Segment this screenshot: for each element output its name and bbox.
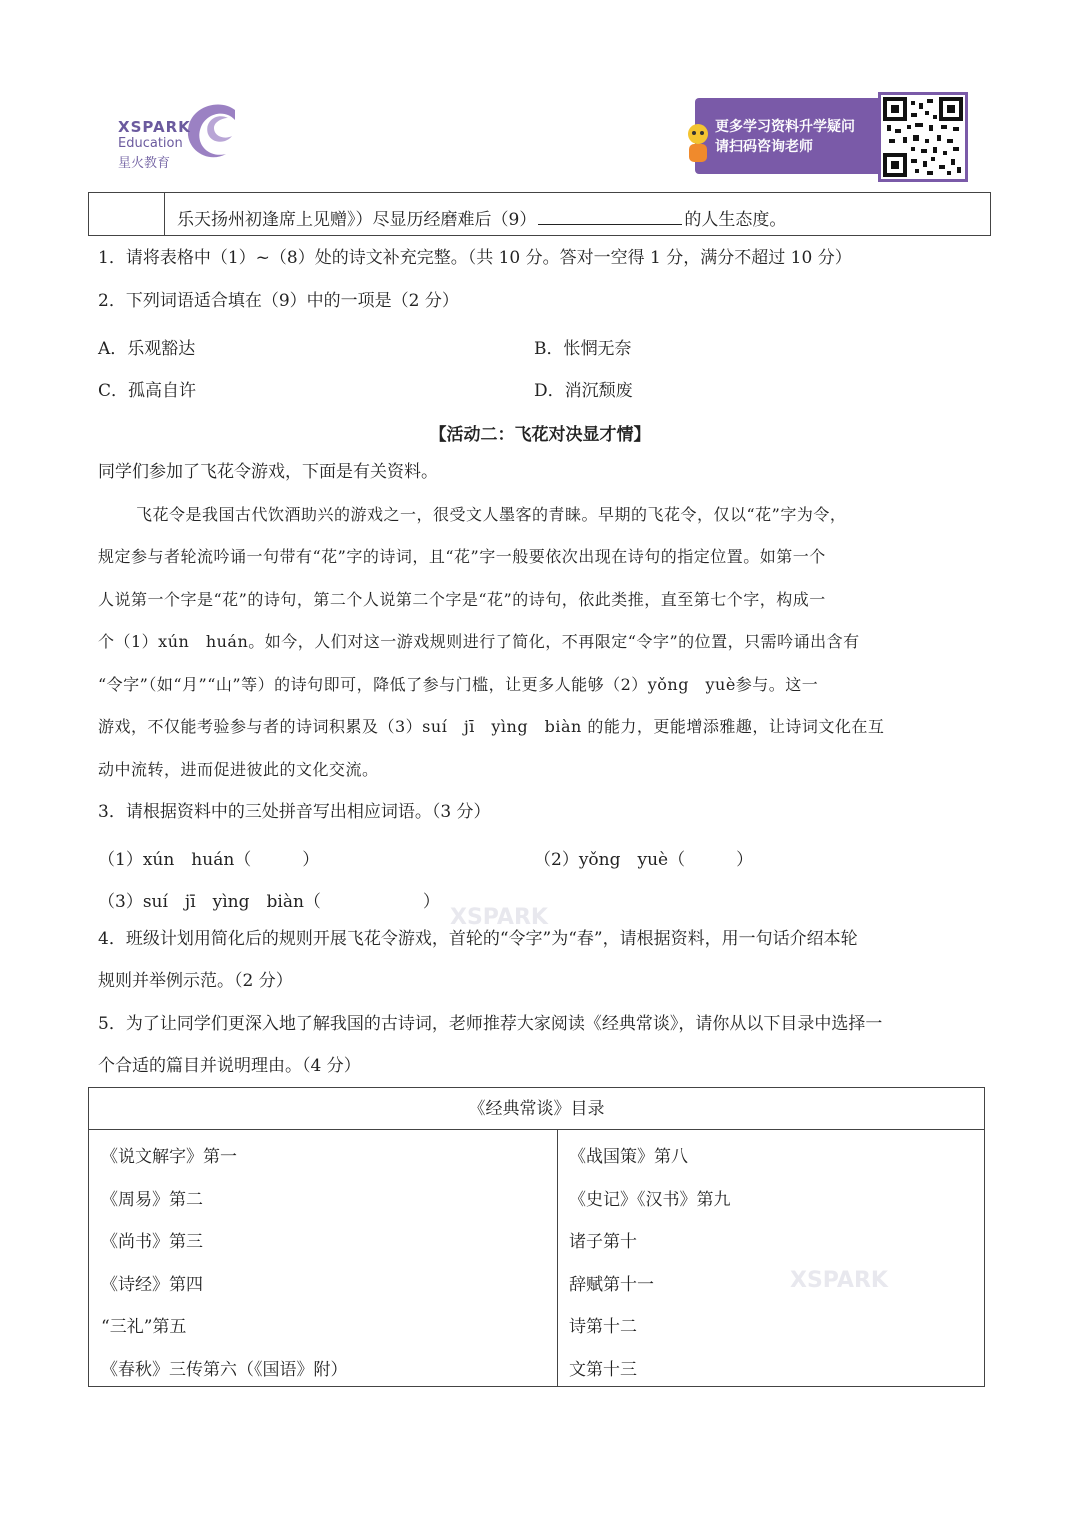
passage-line: 飞花令是我国古代饮酒助兴的游戏之一，很受文人墨客的青睐。早期的飞花令，仅以“花”字为令， [136,505,847,524]
pinyin-item-1[interactable]: （1）xún huán（ ） [98,850,320,870]
question-1: 1．请将表格中（1）~（8）处的诗文补充完整。（共 10 分。答对一空得 1 分，满分不超过 10 分） [98,248,852,268]
mascot-icon [681,120,715,166]
logo-line1: XSPARK [118,118,191,136]
table-divider [557,1130,558,1386]
option-a[interactable]: A．乐观豁达 [98,339,196,359]
passage-line: 规定参与者轮流吟诵一句带有“花”字的诗词，且“花”字一般要依次出现在诗句的指定位置。如第一个 [98,547,826,566]
passage-line: 动中流转，进而促进彼此的文化交流。 [98,760,379,779]
catalog-item-right: 《史记》《汉书》第九 [569,1190,731,1210]
poem-table-row [88,192,991,236]
logo-line2: Education [118,136,183,151]
catalog-item-left: “三礼”第五 [101,1317,187,1337]
table-divider [164,193,165,235]
question-5-cont: 个合适的篇目并说明理由。（4 分） [98,1056,361,1076]
banner-line1: 更多学习资料升学疑问 [715,119,855,135]
catalog-item-left: 《尚书》第三 [101,1232,203,1252]
option-d[interactable]: D．消沉颓废 [534,381,633,401]
catalog-item-right: 辞赋第十一 [569,1275,654,1295]
cell-text-after: 的人生态度。 [684,210,787,230]
brand-logo [118,98,248,172]
section-title: 【活动二：飞花对决显才情】 [429,425,651,445]
catalog-item-right: 诗第十二 [569,1317,637,1337]
question-5: 5．为了让同学们更深入地了解我国的古诗词，老师推荐大家阅读《经典常谈》，请你从以下目录中选择一 [98,1014,883,1034]
cell-text-before: 乐天扬州初逢席上见赠》）尽显历经磨难后（9） [177,210,537,230]
option-b[interactable]: B．怅惘无奈 [534,339,632,359]
promo-banner[interactable] [695,98,885,174]
catalog-item-right: 文第十三 [569,1360,637,1380]
question-3: 3．请根据资料中的三处拼音写出相应词语。（3 分） [98,802,491,822]
watermark-text: XSPARK [790,1268,888,1293]
catalog-title: 《经典常谈》目录 [89,1088,984,1130]
option-c[interactable]: C．孤高自许 [98,381,197,401]
catalog-item-right: 《战国策》第八 [569,1147,688,1167]
question-4: 4．班级计划用简化后的规则开展飞花令游戏，首轮的“令字”为“春”，请根据资料，用一句话介绍本轮 [98,929,858,949]
pinyin-item-2[interactable]: （2）yǒng yuè（ ） [534,850,754,870]
passage-line: 游戏，不仅能考验参与者的诗词积累及（3）suí jī yìng biàn 的能力，更能增添雅趣，让诗词文化在互 [98,717,885,736]
banner-line2: 请扫码咨询老师 [715,139,813,155]
watermark-text: XSPARK [450,905,548,930]
catalog-item-right: 诸子第十 [569,1232,637,1252]
passage-line: 人说第一个字是“花”的诗句，第二个人说第二个字是“花”的诗句，依此类推，直至第七个字，构成一 [98,590,826,609]
passage-line: “令字”（如“月”“山”等）的诗句即可，降低了参与门槛，让更多人能够（2）yǒng yuè参与。这一 [98,675,819,694]
catalog-item-left: 《周易》第二 [101,1190,203,1210]
pinyin-item-3[interactable]: （3）suí jī yìng biàn（ ） [98,892,440,912]
qr-code-icon [881,95,965,179]
logo-line3: 星火教育 [118,156,171,171]
intro-text: 同学们参加了飞花令游戏，下面是有关资料。 [98,462,438,482]
qr-code[interactable] [878,92,968,182]
question-4-cont: 规则并举例示范。（2 分） [98,971,293,991]
question-2: 2．下列词语适合填在（9）中的一项是（2 分） [98,291,459,311]
catalog-item-left: 《春秋》三传第六（《国语》附） [101,1360,348,1380]
answer-blank-9[interactable] [538,208,682,225]
catalog-item-left: 《说文解字》第一 [101,1147,237,1167]
catalog-table [88,1087,985,1387]
catalog-item-left: 《诗经》第四 [101,1275,203,1295]
passage-line: 个（1）xún huán。如今，人们对这一游戏规则进行了简化，不再限定“令字”的位置，只需吟诵出含有 [98,632,860,651]
table-cell [177,205,786,230]
